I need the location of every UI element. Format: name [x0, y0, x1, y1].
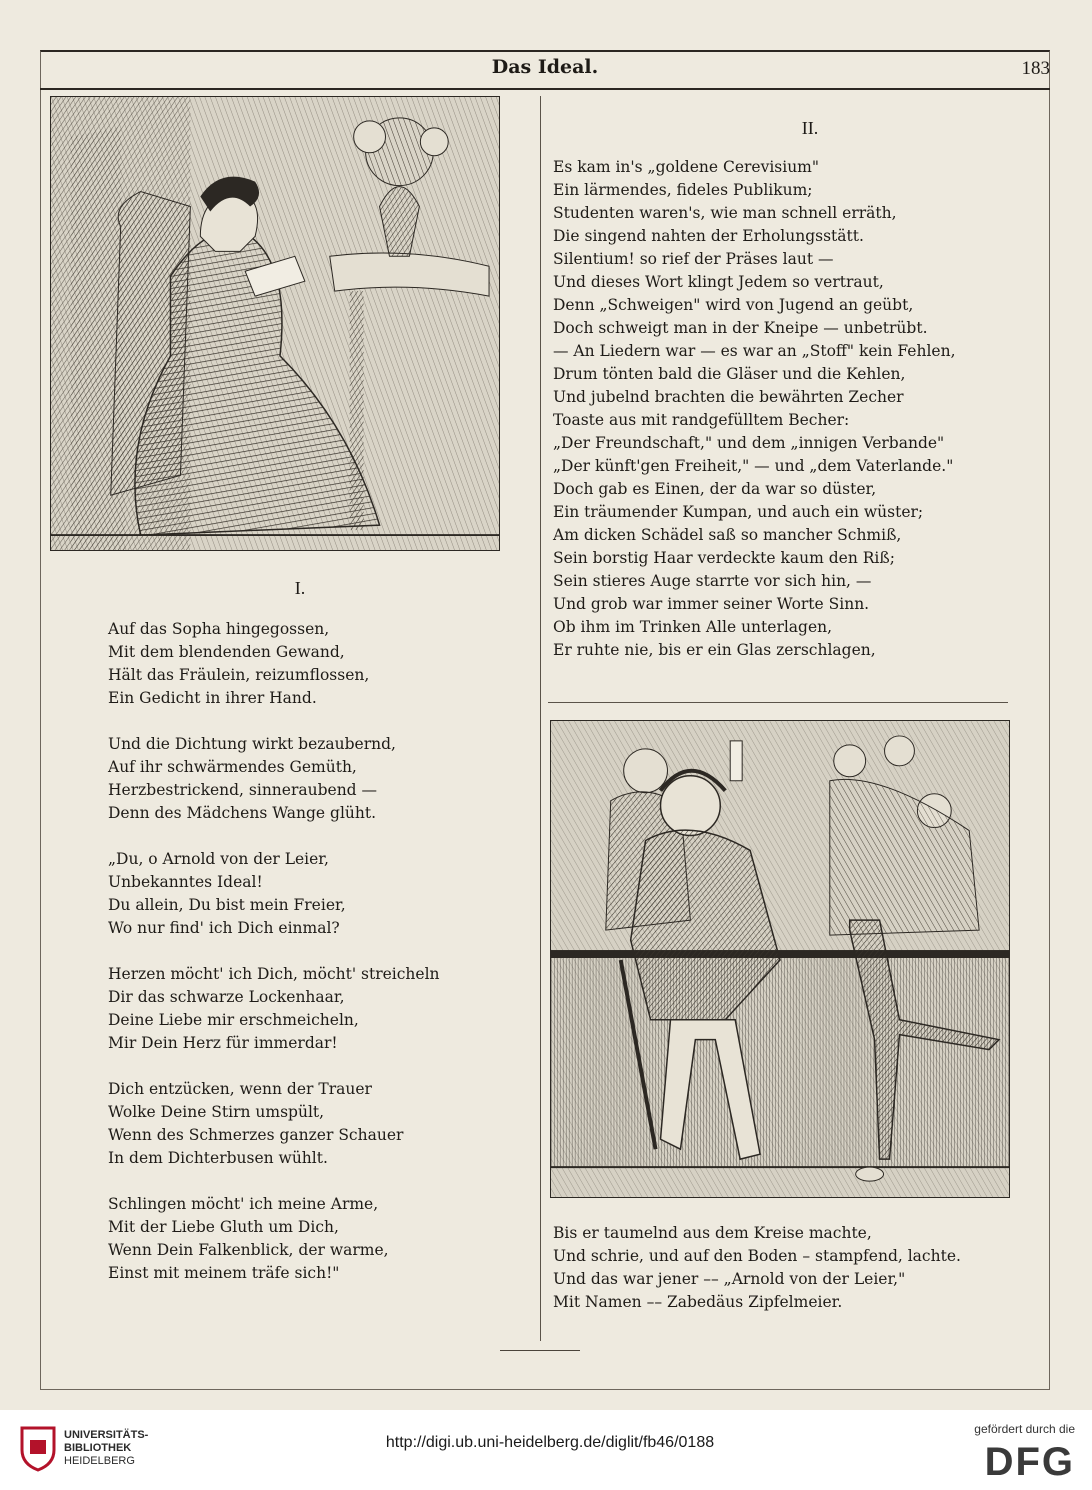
verse-line: Doch gab es Einen, der da war so düster,: [553, 480, 877, 498]
verse-line: Wolke Deine Stirn umspült,: [108, 1103, 325, 1121]
verse-line: Ein Gedicht in ihrer Hand.: [108, 689, 317, 707]
verse-line: Denn des Mädchens Wange glüht.: [108, 804, 377, 822]
verse-line: Mit Namen –– Zabedäus Zipfelmeier.: [553, 1293, 843, 1311]
verse-line: Hält das Fräulein, reizumflossen,: [108, 666, 370, 684]
verse-line: Ob ihm im Trinken Alle unterlagen,: [553, 618, 833, 636]
verse-line: Denn „Schweigen" wird von Jugend an geübt,: [553, 296, 914, 314]
verse-line: Ein lärmendes, fideles Publikum;: [553, 181, 813, 199]
verse-line: Am dicken Schädel saß so mancher Schmiß,: [553, 526, 902, 544]
verse-line: Drum tönten bald die Gläser und die Kehlen,: [553, 365, 906, 383]
stanza: [108, 1193, 440, 1285]
stanza: [108, 1078, 440, 1170]
verse-line: Mir Dein Herz für immerdar!: [108, 1034, 338, 1052]
verse-line: Doch schweigt man in der Kneipe — unbetrübt.: [553, 319, 928, 337]
verse-line: Einst mit meinem träfe sich!": [108, 1264, 340, 1282]
section-numeral-one: I.: [294, 578, 306, 598]
header-rule: [40, 88, 1050, 90]
library-name-line: BIBLIOTHEK: [64, 1442, 132, 1454]
verse-line: Wenn Dein Falkenblick, der warme,: [108, 1241, 389, 1259]
verse-line: Du allein, Du bist mein Freier,: [108, 896, 346, 914]
poem-part-two-conclusion: [553, 1222, 961, 1314]
verse-line: „Der Freundschaft," und dem „innigen Verbande": [553, 434, 945, 452]
verse-line: Ein träumender Kumpan, und auch ein wüster;: [553, 503, 924, 521]
verse-line: Wo nur find' ich Dich einmal?: [108, 919, 340, 937]
verse-line: Und jubelnd brachten die bewährten Zecher: [553, 388, 904, 406]
verse-line: Herzen möcht' ich Dich, möcht' streicheln: [108, 965, 440, 983]
verse-line: Bis er taumelnd aus dem Kreise machte,: [553, 1224, 872, 1242]
dfg-logo: DFG: [984, 1440, 1075, 1484]
section-rule: [548, 702, 1008, 703]
verse-line: Dich entzücken, wenn der Trauer: [108, 1080, 372, 1098]
verse-line: Und schrie, und auf den Boden – stampfend, lachte.: [553, 1247, 961, 1265]
illustration-woman-reading: [50, 96, 500, 551]
stanza: [108, 733, 440, 825]
verse-line: Und das war jener –– „Arnold von der Leier,": [553, 1270, 906, 1288]
university-seal-icon: [18, 1424, 58, 1472]
poem-part-two: [553, 156, 956, 662]
verse-line: Er ruhte nie, bis er ein Glas zerschlagen,: [553, 641, 876, 659]
closing-rule: [500, 1350, 580, 1351]
verse-line: Mit der Liebe Gluth um Dich,: [108, 1218, 339, 1236]
verse-line: Sein borstig Haar verdeckte kaum den Riß;: [553, 549, 895, 567]
permalink-url[interactable]: http://digi.ub.uni-heidelberg.de/diglit/fb46/0188: [385, 1434, 715, 1451]
verse-line: „Der künft'gen Freiheit," — und „dem Vaterlande.": [553, 457, 954, 475]
library-name: [64, 1429, 148, 1468]
verse-line: Es kam in's „goldene Cerevisium": [553, 158, 820, 176]
verse-line: Toaste aus mit randgefülltem Becher:: [553, 411, 850, 429]
verse-line: Mit dem blendenden Gewand,: [108, 643, 345, 661]
verse-line: Dir das schwarze Lockenhaar,: [108, 988, 345, 1006]
page-title: Das Ideal.: [491, 56, 599, 78]
verse-line: Unbekanntes Ideal!: [108, 873, 263, 891]
verse-line: Deine Liebe mir erschmeicheln,: [108, 1011, 359, 1029]
library-name-line: UNIVERSITÄTS-: [64, 1429, 149, 1441]
stanza: [108, 963, 440, 1055]
verse-line: Und dieses Wort klingt Jedem so vertraut,: [553, 273, 884, 291]
verse-line: Auf das Sopha hingegossen,: [108, 620, 330, 638]
verse-line: Silentium! so rief der Präses laut —: [553, 250, 834, 268]
verse-line: „Du, o Arnold von der Leier,: [108, 850, 329, 868]
illustration-tavern-scene: [550, 720, 1010, 1198]
verse-line: In dem Dichterbusen wühlt.: [108, 1149, 328, 1167]
verse-line: Die singend nahten der Erholungsstätt.: [553, 227, 864, 245]
stanza: [108, 848, 440, 940]
verse-line: Studenten waren's, wie man schnell erräth,: [553, 204, 897, 222]
verse-line: Sein stieres Auge starrte vor sich hin, —: [553, 572, 872, 590]
verse-line: Und die Dichtung wirkt bezaubernd,: [108, 735, 396, 753]
verse-line: Wenn des Schmerzes ganzer Schauer: [108, 1126, 404, 1144]
verse-line: Auf ihr schwärmendes Gemüth,: [108, 758, 357, 776]
page-number: 183: [1021, 58, 1050, 79]
section-numeral-two: II.: [801, 118, 819, 138]
column-divider: [540, 96, 541, 1341]
verse-line: Schlingen möcht' ich meine Arme,: [108, 1195, 379, 1213]
verse-line: — An Liedern war — es war an „Stoff" kein Fehlen,: [553, 342, 956, 360]
funded-by-label: gefördert durch die: [974, 1422, 1075, 1436]
library-name-line: HEIDELBERG: [64, 1455, 135, 1467]
viewer-footer: [0, 1410, 1092, 1490]
verse-line: Und grob war immer seiner Worte Sinn.: [553, 595, 870, 613]
verse-line: Herzbestrickend, sinneraubend —: [108, 781, 378, 799]
stanza: [108, 618, 440, 710]
poem-part-one: [108, 618, 440, 1308]
